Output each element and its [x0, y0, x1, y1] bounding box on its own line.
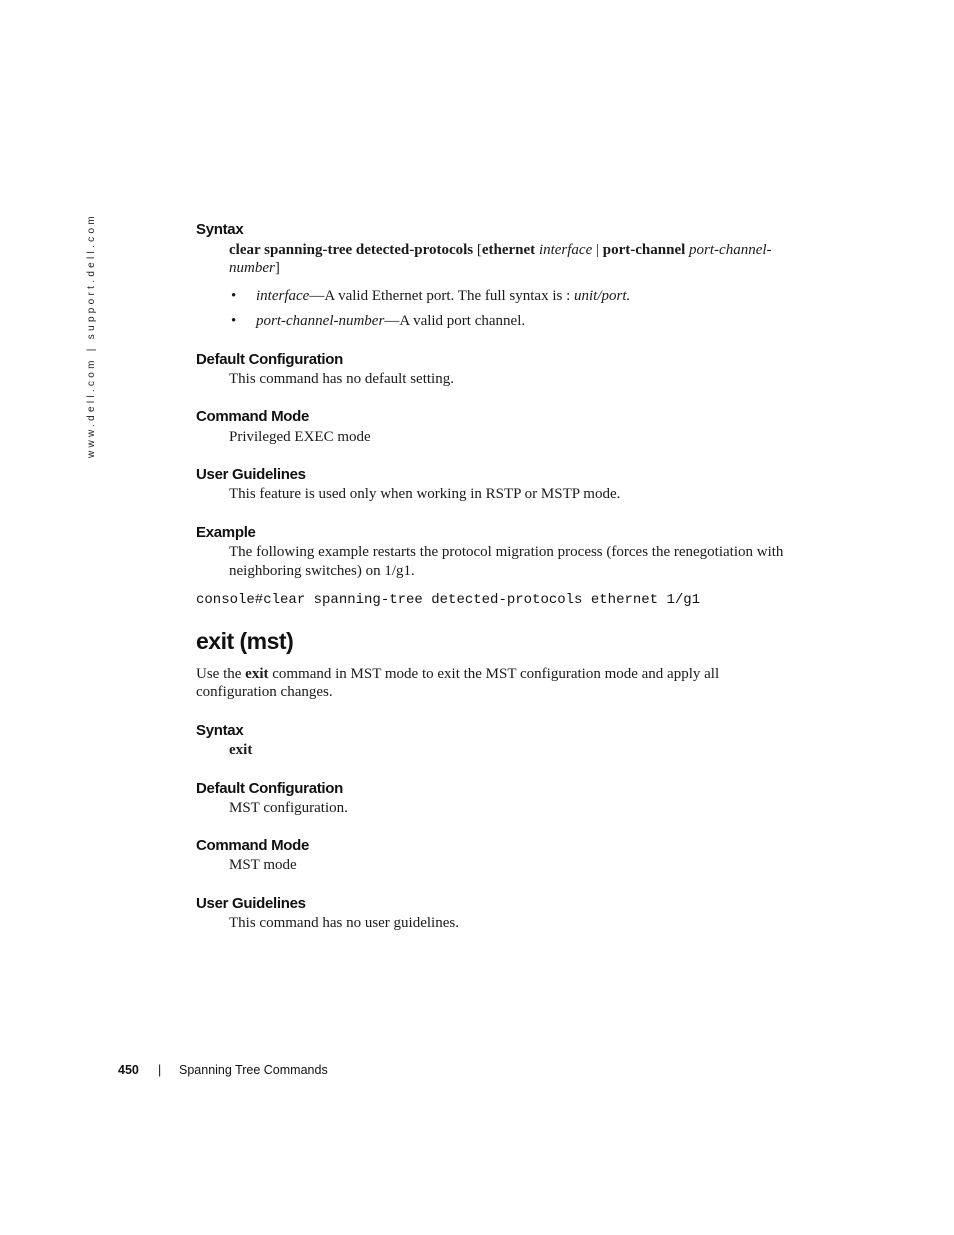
footer-chapter: Spanning Tree Commands: [179, 1063, 328, 1077]
list-item: [256, 312, 525, 331]
intro-command: exit: [245, 666, 269, 682]
syntax-heading: Syntax: [196, 722, 244, 739]
syntax-heading: Syntax: [196, 221, 244, 238]
example-heading: Example: [196, 524, 256, 541]
list-item: [256, 287, 630, 306]
bullet-term2: unit/port.: [574, 288, 631, 304]
default-config-heading: Default Configuration: [196, 351, 344, 368]
bullet-desc: —A valid Ethernet port. The full syntax is :: [309, 288, 575, 304]
syntax-interface: interface: [535, 242, 593, 258]
user-guidelines-text: This feature is used only when working in RSTP or MSTP mode.: [229, 486, 621, 502]
syntax-pcn-part2: number: [229, 260, 275, 276]
bullet-dot: •: [231, 288, 237, 304]
command-mode-heading: Command Mode: [196, 837, 310, 854]
bullet-term: interface: [256, 288, 310, 304]
default-config-heading: Default Configuration: [196, 780, 344, 797]
side-url: www.dell.com | support.dell.com: [86, 213, 97, 458]
syntax-ethernet: ethernet: [481, 242, 536, 258]
syntax-open-bracket: [: [473, 242, 482, 258]
syntax-command: exit: [229, 742, 253, 758]
example-code: console#clear spanning-tree detected-protocols ethernet 1/g1: [196, 592, 701, 608]
bullet-term: port-channel-number: [256, 313, 385, 329]
command-mode-text: MST mode: [229, 857, 297, 873]
syntax-command: clear spanning-tree detected-protocols: [229, 242, 474, 258]
user-guidelines-text: This command has no user guidelines.: [229, 915, 459, 931]
example-text-line2: neighboring switches) on 1/g1.: [229, 563, 415, 579]
command-mode-heading: Command Mode: [196, 408, 310, 425]
default-config-text: MST configuration.: [229, 800, 348, 816]
syntax-pipe: |: [592, 242, 603, 258]
syntax-pcn-part1: port-channel-: [685, 242, 772, 258]
user-guidelines-heading: User Guidelines: [196, 466, 306, 483]
intro-post: command in MST mode to exit the MST configuration mode and apply all: [268, 666, 720, 682]
bullet-desc: —A valid port channel.: [384, 313, 526, 329]
page-title: exit (mst): [196, 628, 294, 654]
syntax-port-channel: port-channel: [602, 242, 686, 258]
footer-separator: |: [158, 1063, 162, 1077]
example-text-line1: The following example restarts the protocol migration process (forces the renegotiation with: [229, 544, 784, 560]
page-number: 450: [118, 1063, 139, 1077]
intro-pre: Use the: [196, 666, 246, 682]
syntax-line: [229, 241, 772, 260]
default-config-text: This command has no default setting.: [229, 371, 454, 387]
bullet-dot: •: [231, 313, 237, 329]
intro-line1: [196, 665, 719, 684]
syntax-close-bracket: ]: [274, 260, 280, 276]
intro-line2: configuration changes.: [196, 684, 333, 700]
command-mode-text: Privileged EXEC mode: [229, 429, 371, 445]
user-guidelines-heading: User Guidelines: [196, 895, 306, 912]
syntax-line-2: [229, 259, 280, 278]
